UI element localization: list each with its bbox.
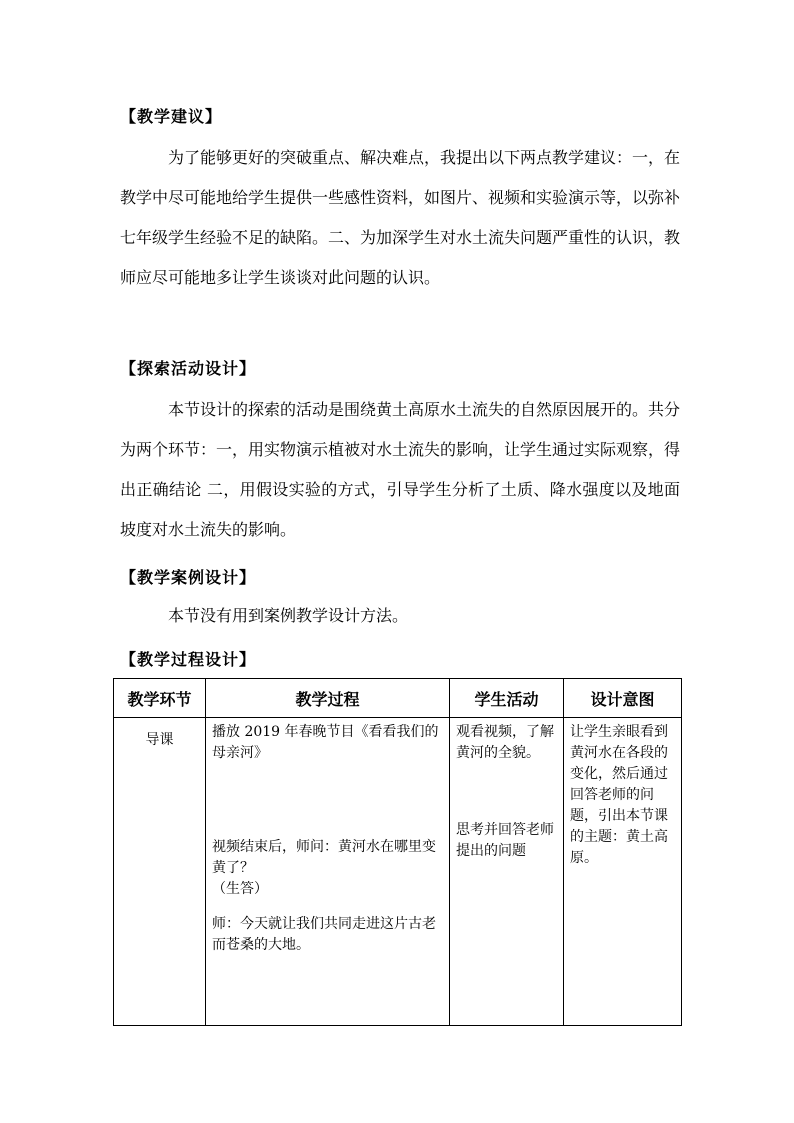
process-step-3: （生答） — [212, 881, 268, 897]
header-stage: 教学环节 — [114, 679, 206, 718]
section-title-case: 【教学案例设计】 — [120, 568, 257, 587]
header-intent: 设计意图 — [564, 679, 682, 718]
process-step-2: 视频结束后，师问：黄河水在哪里变黄了？ — [212, 839, 436, 876]
intent-text: 让学生亲眼看到黄河水在各段的变化，然后通过回答老师的问题，引出本节课的主题：黄土高原。 — [570, 724, 668, 866]
table-header-row — [114, 679, 682, 718]
header-activity: 学生活动 — [450, 679, 564, 718]
stage-text: 导课 — [145, 732, 174, 748]
intent-cell — [564, 718, 682, 1026]
suggestion-paragraph: 为了能够更好的突破重点、解决难点，我提出以下两点教学建议：一，在教学中尽可能地给学生提供一些感性资料，如图片、视频和实验演示等，以弥补七年级学生经验不足的缺陷。二、为加深学生对水土流失问题严重性的认识，教师应尽可能地多让学生谈谈对此问题的认识。 — [120, 148, 681, 287]
activity-step-2: 思考并回答老师提出的问题 — [456, 822, 554, 859]
stage-cell — [114, 718, 206, 1026]
activity-cell — [450, 718, 564, 1026]
section-title-process: 【教学过程设计】 — [120, 650, 257, 669]
section-title-explore: 【探索活动设计】 — [120, 359, 257, 378]
header-process: 教学过程 — [206, 679, 450, 718]
table-row — [114, 718, 682, 1026]
explore-paragraph: 本节设计的探索的活动是围绕黄土高原水土流失的自然原因展开的。共分为两个环节：一，用实物演示植被对水土流失的影响，让学生通过实际观察，得出正确结论 二，用假设实验的方式，引导学生分析了土质、降水强度以及地面坡度对水土流失的影响。 — [120, 400, 681, 539]
activity-step-1: 观看视频，了解黄河的全貌。 — [456, 724, 554, 761]
process-step-4: 师：今天就让我们共同走进这片古老而苍桑的大地。 — [212, 916, 436, 953]
case-paragraph: 本节没有用到案例教学设计方法。 — [168, 606, 409, 625]
section-title-suggestion: 【教学建议】 — [120, 107, 223, 126]
process-step-1: 播放 2019 年春晚节目《看看我们的母亲河》 — [212, 724, 439, 761]
process-cell — [206, 718, 450, 1026]
teaching-process-table — [113, 678, 682, 1026]
